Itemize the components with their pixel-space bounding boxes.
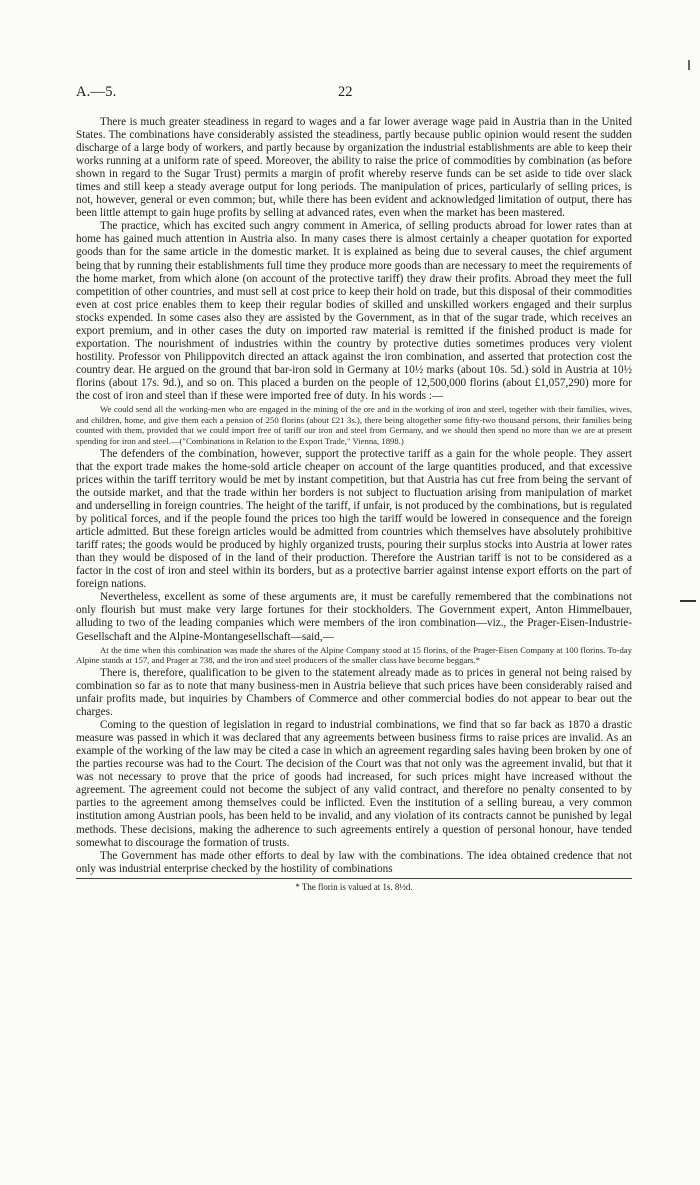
footnote: * The florin is valued at 1s. 8½d. [295, 881, 413, 892]
document-body [76, 116, 632, 892]
paragraph-legislation: Coming to the question of legislation in regard to industrial combinations, we find that so far back as 1870 a drastic measure was passed in which it was declared that any agreements between business firms to raise prices are invalid. As an example of the working of the law may be cited a case in which an agreement regarding sales having been broken by one of the parties recourse was had to the Court. The decision of the Court was that not only was the agreement invalid, but that it was not necessary to prove that the price of goods had increased, for such prices might have increased without the agreement. The agreement could not become the subject of any valid contract, and therefore no penalty consented to by parties to the agreement among themselves could be inflicted. Even the institution of a selling bureau, a very common institution among Austrian pools, has been held to be invalid, and any violation of its contracts cannot be punished by legal methods. These decisions, making the adherence to such agreements entirely a question of personal honour, have tended somewhat to discourage the formation of trusts. [76, 719, 632, 849]
paragraph-wages: There is much greater steadiness in regard to wages and a far lower average wage paid in Austria than in the United States. The combinations have considerably assisted the steadiness, partly because public opinion would resent the sudden discharge of a large body of workers, and partly because by organization the industrial establishments are able to keep their works running at a uniform rate of speed. Moreover, the ability to raise the price of commodities by combination (as before shown in regard to the Sugar Trust) permits a margin of profit whereby reserve funds can be set aside to tide over slack times and still keep a steady average output for long periods. The manipulation of prices, particularly of selling prices, is not, however, general or even common; but, while there has been evident and acknowledged limitation of output, there has been little attempt to gain huge profits by selling at advanced rates, even when the market has been mastered. [76, 116, 632, 220]
paragraph-qualification: There is, therefore, qualification to be given to the statement already made as to prices in general not being raised by combination so far as to note that many business-men in Austria believe that such prices have been considerably raised and unfair profits made, but inquiries by Chambers of Commerce and other commercial bodies do not appear to bear out the charges. [76, 666, 632, 719]
paragraph-export-practice: The practice, which has excited such angry comment in America, of selling products abroad for lower rates than at home has gained much attention in Austria also. In many cases there is almost certainly a cheaper quotation for exported goods than for the same article in the domestic market. It is explained as being due to several causes, the chief argument being that by running their establishments full time they produce more goods than are necessary to meet the requirements of the home market, from which alone (on account of the protective tariff) they draw their profits. Abroad they meet the full competition of other countries, and must sell at cost price to keep their hold on trade, but this disposal of their commodities even at cost price enables them to keep their regular bodies of skilled and unskilled workers engaged and their surplus stocks expended. In some cases also they are assisted by the Government, as in that of the sugar trade, which receives an export premium, and in other cases the duty on imported raw material is remitted if the finished product is made for exportation. The nourishment of industries within the country by protective duties sometimes produces very violent hostility. Professor von Philippovitch directed an attack against the iron combination, and asserted that protection cost the country dear. He argued on the ground that bar-iron sold in Germany at 10½ marks (about 10s. 5d.) sold in Austria at 10½ florins (about 17s. 9d.), and so on. This placed a burden on the people of 12,500,000 florins (about £1,057,290) more for the cost of iron and steel than if these were imported free of duty. In his words :— [76, 220, 632, 402]
document-reference: A.—5. [76, 84, 117, 100]
paragraph-government-efforts: The Government has made other efforts to deal by law with the combinations. The idea obtained credence that not only was industrial enterprise checked by the hostility of combinations [76, 849, 632, 875]
quote-philippovitch: We could send all the working-men who are engaged in the mining of the ore and in the working of iron and steel, together with their families, wives, and children, home, and give them each a pension of 250 florins (about £21 3s.), there being altogether some fifty-two thousand persons, their families being counted with them, provided that we could import free of tariff our iron and steel from Germany, and we should then spend no more than we are at present spending for iron and steel.—("Combinations in Relation to the Export Trade," Vienna, 1898.) [76, 404, 632, 447]
quote-himmelbauer: At the time when this combination was made the shares of the Alpine Company stood at 15 florins, of the Prager-Eisen Company at 100 florins. To-day Alpine stands at 157, and Prager at 738, and the iron and steel producers of the smaller class have become beggars.* [76, 644, 632, 666]
page-number: 22 [338, 84, 353, 100]
footnote-divider [76, 878, 632, 879]
corner-tick [688, 60, 690, 70]
margin-mark [680, 600, 696, 602]
paragraph-nevertheless: Nevertheless, excellent as some of these arguments are, it must be carefully remembered that the combinations not only flourish but must make very large fortunes for their stockholders. The Government expert, Anton Himmelbauer, alluding to two of the leading companies which were members of the iron combination—viz., the Prager-Eisen-Industrie-Gesellschaft and the Alpine-Montangesellschaft—said,— [76, 591, 632, 643]
paragraph-defenders: The defenders of the combination, however, support the protective tariff as a gain for the whole people. They assert that the export trade makes the home-sold article cheaper on account of the large quantities produced, and that excessive prices within the tariff territory would be met by instant competition, but that Austria has cut free from being the servant of the outside market, and that the trade within her borders is not subject to fluctuation arising from manipulation of market and underselling in foreign countries. The height of the tariff, if unfair, is not produced by the combinations, but is regulated by political forces, and if the people found the prices too high the tariff would be lowered in consequence and the foreign article admitted. But these foreign articles would be admitted from countries which themselves have absolutely prohibitive tariff rates; the goods would be produced by highly organized trusts, pouring their surplus stocks into Austria at lower rates than they would be disposed of in the land of their production. Therefore the Austrian tariff is not to be considered as a factor in the cost of iron and steel within its borders, but as a protective barrier against intense export efforts on the part of foreign nations. [76, 447, 632, 591]
